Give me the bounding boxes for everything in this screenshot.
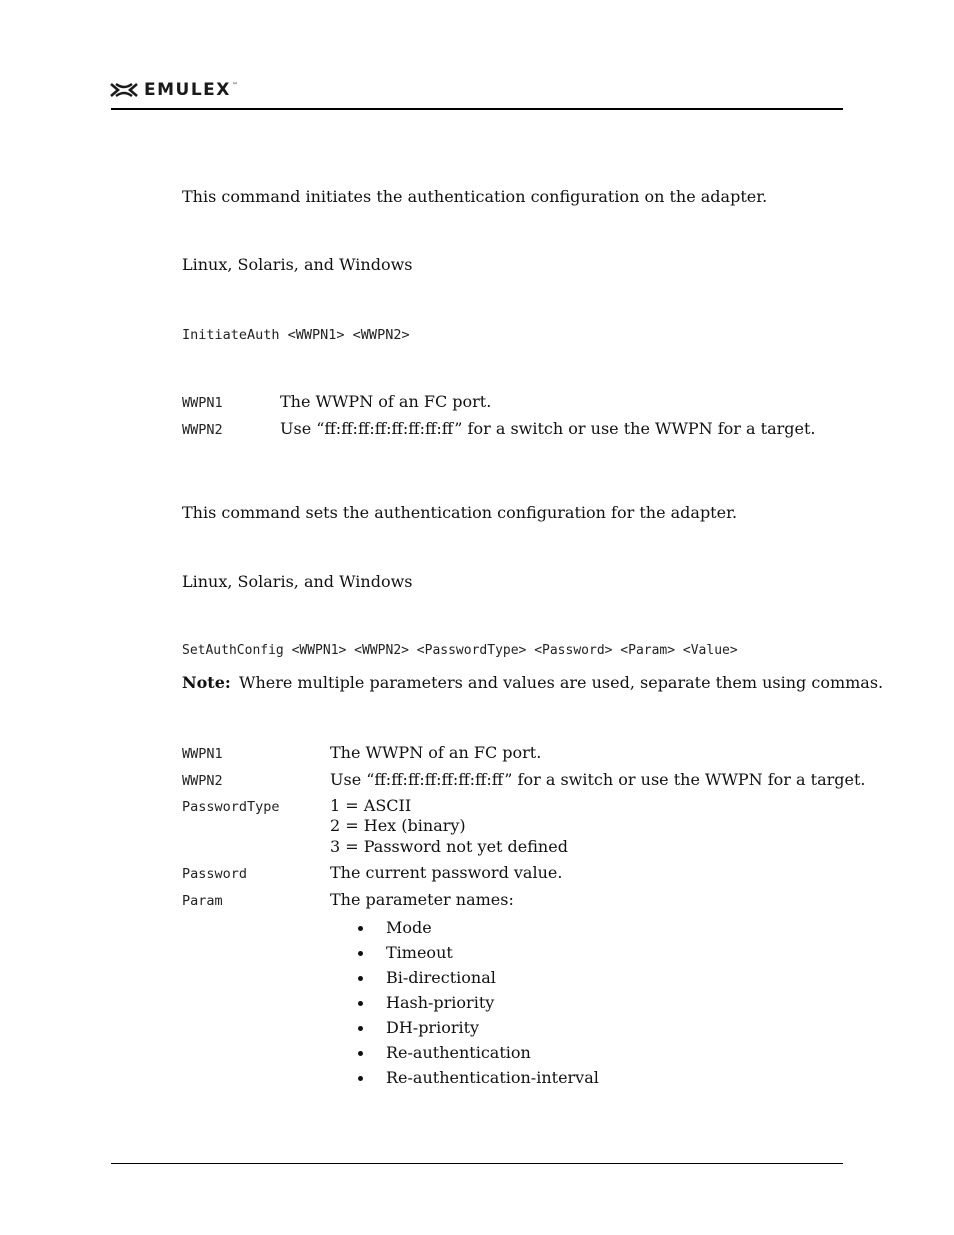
bullet-icon bbox=[358, 1051, 363, 1056]
section2-param-name: Param bbox=[182, 893, 223, 909]
bullet-icon bbox=[358, 976, 363, 981]
list-item: Mode bbox=[358, 918, 599, 943]
footer-rule bbox=[111, 1163, 843, 1164]
section1-param-name: WWPN2 bbox=[182, 422, 223, 438]
section1-param-desc: The WWPN of an FC port. bbox=[280, 392, 492, 411]
section2-param-desc: The current password value. bbox=[330, 863, 563, 882]
list-item: Re-authentication bbox=[358, 1043, 599, 1068]
bullet-icon bbox=[358, 1026, 363, 1031]
note-label: Note: bbox=[182, 673, 231, 692]
section1-description: This command initiates the authentication configuration on the adapter. bbox=[182, 187, 768, 206]
note bbox=[182, 673, 231, 693]
section2-syntax: SetAuthConfig <WWPN1> <WWPN2> <PasswordType> <Password> <Param> <Value> bbox=[182, 643, 738, 658]
section1-syntax: InitiateAuth <WWPN1> <WWPN2> bbox=[182, 327, 410, 343]
section2-param-desc: The WWPN of an FC port. bbox=[330, 743, 542, 762]
list-item: DH-priority bbox=[358, 1018, 599, 1043]
emulex-logo-icon bbox=[110, 83, 138, 97]
bullet-icon bbox=[358, 951, 363, 956]
bullet-icon bbox=[358, 1001, 363, 1006]
password-type-option: 2 = Hex (binary) bbox=[330, 816, 466, 835]
section2-param-desc: Use “ff:ff:ff:ff:ff:ff:ff:ff” for a switch or use the WWPN for a target. bbox=[330, 770, 866, 789]
list-item: Hash-priority bbox=[358, 993, 599, 1018]
list-item: Bi-directional bbox=[358, 968, 599, 993]
note-text: Where multiple parameters and values are used, separate them using commas. bbox=[239, 673, 884, 692]
section2-param-name: Password bbox=[182, 866, 248, 882]
param-names-list bbox=[358, 918, 599, 1093]
section2-param-name: WWPN1 bbox=[182, 746, 223, 762]
bullet-icon bbox=[358, 1076, 363, 1081]
section1-param-desc: Use “ff:ff:ff:ff:ff:ff:ff:ff” for a switch or use the WWPN for a target. bbox=[280, 419, 816, 438]
section1-supported-os: Linux, Solaris, and Windows bbox=[182, 255, 413, 274]
bullet-icon bbox=[358, 926, 363, 931]
header-rule bbox=[111, 108, 843, 110]
emulex-logo bbox=[110, 80, 238, 100]
section2-supported-os: Linux, Solaris, and Windows bbox=[182, 572, 413, 591]
list-item: Timeout bbox=[358, 943, 599, 968]
section1-param-name: WWPN1 bbox=[182, 395, 223, 411]
section2-description: This command sets the authentication configuration for the adapter. bbox=[182, 503, 738, 522]
section2-param-desc: The parameter names: bbox=[330, 890, 514, 909]
password-type-option: 3 = Password not yet defined bbox=[330, 837, 568, 856]
logo-trademark: ™ bbox=[231, 82, 238, 89]
password-type-option: 1 = ASCII bbox=[330, 796, 412, 815]
section2-param-name: PasswordType bbox=[182, 799, 280, 815]
logo-wordmark: EMULEX bbox=[144, 80, 231, 100]
section2-param-name: WWPN2 bbox=[182, 773, 223, 789]
list-item: Re-authentication-interval bbox=[358, 1068, 599, 1093]
